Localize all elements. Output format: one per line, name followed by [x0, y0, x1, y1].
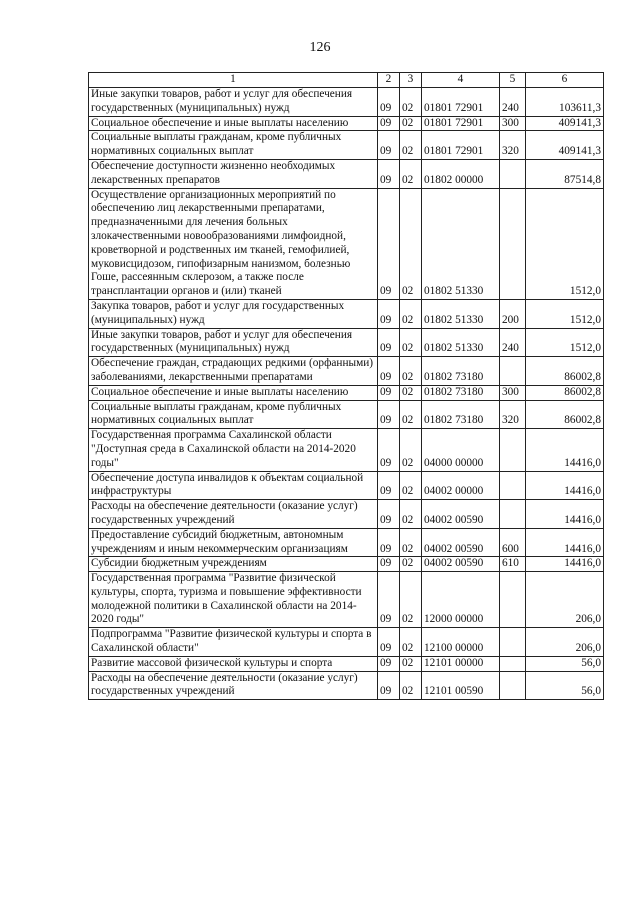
table-row [89, 188, 604, 299]
cell-section: 09 [378, 671, 400, 700]
cell-amount: 14416,0 [526, 500, 604, 529]
cell-section: 09 [378, 429, 400, 471]
table-row [89, 131, 604, 160]
cell-name: Иные закупки товаров, работ и услуг для обеспечения государственных (муниципальных) нужд [89, 88, 378, 117]
cell-section: 09 [378, 357, 400, 386]
cell-subsection: 02 [400, 400, 422, 429]
cell-expense-type [500, 471, 526, 500]
table-row [89, 159, 604, 188]
cell-target-article: 01802 00000 [422, 159, 500, 188]
column-header-6: 6 [526, 73, 604, 88]
cell-target-article: 12101 00000 [422, 656, 500, 671]
cell-name: Государственная программа Сахалинской области "Доступная среда в Сахалинской области на 2014-2020 годы" [89, 429, 378, 471]
cell-expense-type: 300 [500, 116, 526, 131]
table-row [89, 88, 604, 117]
cell-expense-type [500, 500, 526, 529]
table-row [89, 116, 604, 131]
cell-amount: 87514,8 [526, 159, 604, 188]
cell-target-article: 04000 00000 [422, 429, 500, 471]
cell-target-article: 01801 72901 [422, 131, 500, 160]
table-row [89, 572, 604, 628]
cell-expense-type: 320 [500, 400, 526, 429]
cell-amount: 56,0 [526, 671, 604, 700]
cell-subsection: 02 [400, 557, 422, 572]
table-row [89, 357, 604, 386]
cell-name: Субсидии бюджетным учреждениям [89, 557, 378, 572]
cell-target-article: 12101 00590 [422, 671, 500, 700]
cell-name: Государственная программа "Развитие физической культуры, спорта, туризма и повышение эффективности молодежной политики в Сахалинской области на 2014-2020 годы" [89, 572, 378, 628]
cell-subsection: 02 [400, 116, 422, 131]
cell-target-article: 12100 00000 [422, 628, 500, 657]
cell-section: 09 [378, 471, 400, 500]
cell-expense-type [500, 357, 526, 386]
cell-section: 09 [378, 572, 400, 628]
cell-name: Обеспечение доступа инвалидов к объектам социальной инфраструктуры [89, 471, 378, 500]
cell-amount: 409141,3 [526, 131, 604, 160]
cell-name: Социальное обеспечение и иные выплаты населению [89, 385, 378, 400]
cell-subsection: 02 [400, 328, 422, 357]
cell-name: Развитие массовой физической культуры и спорта [89, 656, 378, 671]
cell-name: Социальное обеспечение и иные выплаты населению [89, 116, 378, 131]
cell-amount: 206,0 [526, 572, 604, 628]
column-header-3: 3 [400, 73, 422, 88]
cell-target-article: 04002 00590 [422, 528, 500, 557]
cell-target-article: 01802 73180 [422, 357, 500, 386]
page-number: 126 [309, 40, 331, 55]
cell-section: 09 [378, 328, 400, 357]
cell-amount: 409141,3 [526, 116, 604, 131]
cell-section: 09 [378, 628, 400, 657]
cell-subsection: 02 [400, 572, 422, 628]
cell-name: Социальные выплаты гражданам, кроме публичных нормативных социальных выплат [89, 131, 378, 160]
cell-subsection: 02 [400, 385, 422, 400]
cell-subsection: 02 [400, 471, 422, 500]
table-row [89, 671, 604, 700]
cell-target-article: 01802 73180 [422, 385, 500, 400]
cell-target-article: 01802 51330 [422, 188, 500, 299]
cell-expense-type [500, 572, 526, 628]
table-row [89, 656, 604, 671]
cell-name: Осуществление организационных мероприятий по обеспечению лиц лекарственными препаратами, предназначенными для лечения больных злокачественными новообразованиями лимфоидной, кроветворной и родственных им тканей, гемофилией, муковисцидозом, гипофизарным нанизмом, болезнью Гоше, рассеянным склерозом, а также после трансплантации органов и (или) тканей [89, 188, 378, 299]
cell-subsection: 02 [400, 357, 422, 386]
cell-section: 09 [378, 116, 400, 131]
cell-amount: 14416,0 [526, 471, 604, 500]
cell-amount: 86002,8 [526, 385, 604, 400]
cell-amount: 1512,0 [526, 299, 604, 328]
cell-target-article: 04002 00590 [422, 500, 500, 529]
cell-expense-type: 200 [500, 299, 526, 328]
cell-expense-type: 300 [500, 385, 526, 400]
cell-section: 09 [378, 500, 400, 529]
cell-target-article: 04002 00590 [422, 557, 500, 572]
cell-subsection: 02 [400, 656, 422, 671]
cell-subsection: 02 [400, 131, 422, 160]
cell-subsection: 02 [400, 188, 422, 299]
table-row [89, 429, 604, 471]
column-header-2: 2 [378, 73, 400, 88]
cell-section: 09 [378, 131, 400, 160]
cell-name: Обеспечение доступности жизненно необходимых лекарственных препаратов [89, 159, 378, 188]
cell-section: 09 [378, 188, 400, 299]
cell-subsection: 02 [400, 528, 422, 557]
cell-target-article: 04002 00000 [422, 471, 500, 500]
table-row [89, 299, 604, 328]
cell-subsection: 02 [400, 500, 422, 529]
cell-expense-type [500, 656, 526, 671]
column-header-5: 5 [500, 73, 526, 88]
cell-subsection: 02 [400, 88, 422, 117]
column-header-4: 4 [422, 73, 500, 88]
cell-amount: 86002,8 [526, 357, 604, 386]
table-row [89, 628, 604, 657]
cell-section: 09 [378, 159, 400, 188]
cell-section: 09 [378, 528, 400, 557]
cell-section: 09 [378, 557, 400, 572]
table-row [89, 500, 604, 529]
cell-name: Закупка товаров, работ и услуг для государственных (муниципальных) нужд [89, 299, 378, 328]
cell-expense-type: 600 [500, 528, 526, 557]
cell-amount: 206,0 [526, 628, 604, 657]
column-header-1: 1 [89, 73, 378, 88]
cell-expense-type [500, 429, 526, 471]
cell-expense-type [500, 628, 526, 657]
cell-name: Расходы на обеспечение деятельности (оказание услуг) государственных учреждений [89, 671, 378, 700]
table-row [89, 385, 604, 400]
table-row [89, 471, 604, 500]
cell-target-article: 01801 72901 [422, 88, 500, 117]
cell-name: Подпрограмма "Развитие физической культуры и спорта в Сахалинской области" [89, 628, 378, 657]
cell-amount: 14416,0 [526, 528, 604, 557]
cell-expense-type [500, 188, 526, 299]
cell-amount: 103611,3 [526, 88, 604, 117]
cell-subsection: 02 [400, 429, 422, 471]
cell-section: 09 [378, 385, 400, 400]
budget-table [88, 72, 604, 700]
cell-name: Социальные выплаты гражданам, кроме публичных нормативных социальных выплат [89, 400, 378, 429]
table-header-row [89, 73, 604, 88]
cell-target-article: 12000 00000 [422, 572, 500, 628]
cell-subsection: 02 [400, 671, 422, 700]
cell-expense-type: 610 [500, 557, 526, 572]
cell-amount: 86002,8 [526, 400, 604, 429]
table-row [89, 400, 604, 429]
cell-amount: 1512,0 [526, 188, 604, 299]
cell-subsection: 02 [400, 299, 422, 328]
cell-amount: 14416,0 [526, 429, 604, 471]
cell-name: Обеспечение граждан, страдающих редкими (орфанными) заболеваниями, лекарственными препаратами [89, 357, 378, 386]
cell-target-article: 01802 51330 [422, 328, 500, 357]
table-body [89, 88, 604, 700]
cell-name: Иные закупки товаров, работ и услуг для обеспечения государственных (муниципальных) нужд [89, 328, 378, 357]
table-row [89, 557, 604, 572]
cell-subsection: 02 [400, 628, 422, 657]
cell-target-article: 01801 72901 [422, 116, 500, 131]
cell-expense-type: 240 [500, 88, 526, 117]
cell-expense-type [500, 159, 526, 188]
cell-amount: 14416,0 [526, 557, 604, 572]
cell-expense-type: 320 [500, 131, 526, 160]
cell-target-article: 01802 51330 [422, 299, 500, 328]
cell-section: 09 [378, 88, 400, 117]
cell-section: 09 [378, 656, 400, 671]
cell-target-article: 01802 73180 [422, 400, 500, 429]
cell-name: Расходы на обеспечение деятельности (оказание услуг) государственных учреждений [89, 500, 378, 529]
cell-expense-type: 240 [500, 328, 526, 357]
cell-amount: 1512,0 [526, 328, 604, 357]
cell-amount: 56,0 [526, 656, 604, 671]
cell-expense-type [500, 671, 526, 700]
table-row [89, 528, 604, 557]
cell-name: Предоставление субсидий бюджетным, автономным учреждениям и иным некоммерческим организациям [89, 528, 378, 557]
cell-subsection: 02 [400, 159, 422, 188]
cell-section: 09 [378, 299, 400, 328]
cell-section: 09 [378, 400, 400, 429]
table-row [89, 328, 604, 357]
